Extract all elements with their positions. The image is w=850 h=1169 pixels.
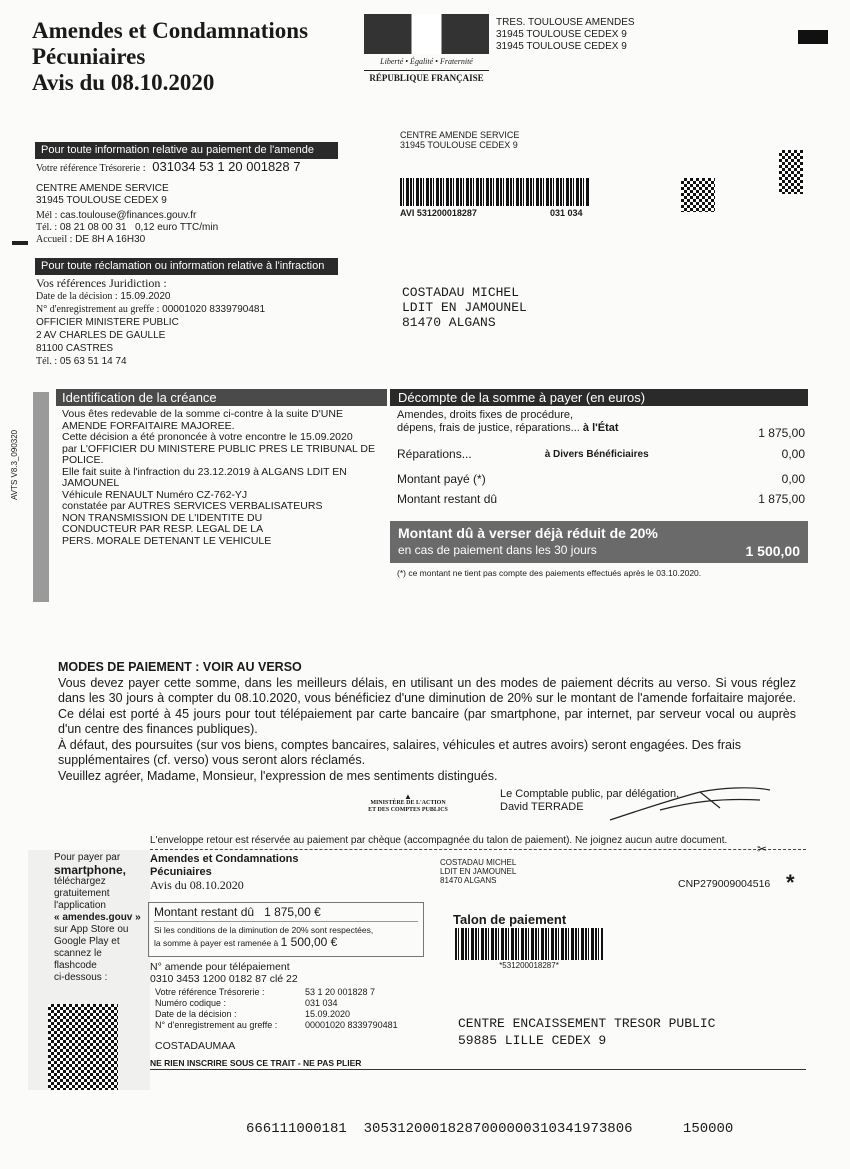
ocr-line: 666111000181 30531200018287000000310341973806 150000 <box>246 1121 734 1137</box>
creance-line: PERS. MORALE DETENANT LE VEHICULE <box>62 534 272 547</box>
logo-name: RÉPUBLIQUE FRANÇAISE <box>369 73 484 83</box>
recipient-address: COSTADAU MICHEL LDIT EN JAMOUNEL 81470 ALGANS <box>402 285 527 330</box>
creance-line: Elle fait suite à l'infraction du 23.12.2019 à ALGANS LDIT EN <box>62 465 347 478</box>
talon-title: Talon de paiement <box>453 912 567 927</box>
centre-amende-top: CENTRE AMENDE SERVICE 31945 TOULOUSE CEDEX 9 <box>400 130 520 150</box>
reclamation-bar: Pour toute réclamation ou information relative à l'infraction <box>35 258 338 275</box>
talon-details: Votre référence Trésorerie : 53 1 20 001828 7 Numéro codique : 031 034 Date de la décision : 15.09.2020 N° d'enregistrement au greffe : 00001020 8339790481 <box>155 987 398 1030</box>
creance-line: Cette décision a été prononcée à votre encontre le 15.09.2020 <box>62 431 353 443</box>
creance-line: CONDUCTEUR PAR RESP. LEGAL DE LA <box>62 523 264 535</box>
decompte-row-restant: Montant restant dû 1 875,00 <box>397 492 805 506</box>
telepaiement-number: N° amende pour télépaiement 0310 3453 1200 0182 87 clé 22 <box>150 961 298 985</box>
signature-scribble <box>600 780 780 830</box>
avis-date: Avis du 08.10.2020 <box>32 70 215 95</box>
modes-paiement-block: MODES DE PAIEMENT : VOIR AU VERSO Vous devez payer cette somme, dans les meilleurs délais, en utilisant un des modes de paiement décrits au verso. Si vous réglez dans les 30 jours à compter du 08.10.2020, vous bénéficiez d'une diminution de 20% sur le montant de l'amende forfaitaire majorée. Ce délai est porté à 45 jours pour tout télépaiement par carte bancaire (par smartphone, par internet, par serveur vocal ou auprès d'un centre des finances publiques). À défaut, des poursuites (sur vos biens, comptes bancaires, salaires, véhicules et autres avoirs) seront engagées. Des frais supplémentaires (cf. verso) vous seront alors réclamés. Veuillez agréer, Madame, Monsieur, l'expression de mes sentiments distingués. <box>58 660 796 783</box>
decompte-header: Décompte de la somme à payer (en euros) <box>390 389 808 406</box>
talon-name: COSTADAUMAA <box>155 1040 236 1052</box>
talon-recipient: COSTADAU MICHEL LDIT EN JAMOUNEL 81470 ALGANS <box>440 858 517 885</box>
decompte-row-paye: Montant payé (*) 0,00 <box>397 472 805 486</box>
juridiction-block: Vos références Juridiction : Date de la décision : 15.09.2020 N° d'enregistrement au greffe : 00001020 8339790481 OFFICIER MINISTERE PUBLIC 2 AV CHARLES DE GAULLE 81100 CASTRES Tél. : 05 63 51 14 74 <box>36 276 266 367</box>
creance-line: Véhicule RENAULT Numéro CZ-762-YJ <box>62 488 248 501</box>
avis-barcode <box>400 178 590 206</box>
destination-address: CENTRE ENCAISSEMENT TRESOR PUBLIC 59885 LILLE CEDEX 9 <box>458 1016 716 1048</box>
reduced-amount: 1 500,00 <box>745 543 800 559</box>
logo-motto: Liberté • Égalité • Fraternité <box>380 57 473 66</box>
signature-text: Le Comptable public, par délégation, David TERRADE <box>500 788 680 813</box>
creance-line: constatée par AUTRES SERVICES VERBALISATEURS <box>62 500 323 512</box>
creance-text <box>62 409 392 547</box>
talon-header: Amendes et Condamnations Pécuniaires Avis du 08.10.2020 <box>150 853 299 892</box>
asterisk-mark: * <box>786 870 795 895</box>
flashcode[interactable] <box>48 1004 118 1090</box>
side-strip <box>33 392 49 602</box>
talon-restant-value: 1 875,00 € <box>264 905 321 919</box>
barcode-caption: AVI 531200018287 031 034 <box>400 208 583 218</box>
creance-line: Vous êtes redevable de la somme ci-contre à la suite D'UNE <box>62 408 343 420</box>
datamatrix-code-2 <box>779 150 803 194</box>
tresorerie-reference: Votre référence Trésorerie : 031034 53 1 20 001828 7 <box>36 159 301 174</box>
decompte-row-etat: dépens, frais de justice, réparations... à l'État 1 875,00 <box>397 422 805 440</box>
smartphone-instructions: Pour payer par smartphone, téléchargez gratuitement l'application « amendes.gouv » sur App Store ou Google Play et scannez le flashcode ci-dessous : <box>54 852 141 983</box>
document-title <box>32 18 308 96</box>
talon-barcode-caption: *531200018287* <box>499 961 559 970</box>
centre-amende-block: CENTRE AMENDE SERVICE 31945 TOULOUSE CEDEX 9 Mél : cas.toulouse@finances.gouv.fr Tél. : 08 21 08 00 31 0,12 euro TTC/min Accueil : DE 8H A 16H30 <box>36 183 219 245</box>
ne-rien-inscrire: NE RIEN INSCRIRE SOUS CE TRAIT - NE PAS PLIER <box>150 1058 362 1068</box>
modes-title: MODES DE PAIEMENT : VOIR AU VERSO <box>58 660 302 674</box>
datamatrix-code <box>681 178 715 212</box>
republique-francaise-logo <box>364 14 489 86</box>
creance-line: JAMOUNEL <box>62 477 120 489</box>
creance-header: Identification de la créance <box>56 389 387 406</box>
creance-line: AMENDE FORFAITAIRE MAJOREE. <box>62 419 235 432</box>
tresorerie-address: TRES. TOULOUSE AMENDES 31945 TOULOUSE CEDEX 9 31945 TOULOUSE CEDEX 9 <box>496 17 635 52</box>
corner-mark <box>798 30 828 44</box>
cnp-number: CNP279009004516 <box>678 878 771 890</box>
ministry-emblem-icon: ▲ <box>404 792 412 801</box>
contact-email: cas.toulouse@finances.gouv.fr <box>60 210 197 221</box>
creance-line: NON TRANSMISSION DE L'IDENTITE DU <box>62 511 263 524</box>
creance-line: par L'OFFICIER DU MINISTERE PUBLIC PRES LE TRIBUNAL DE <box>62 442 375 455</box>
envelope-note: L'enveloppe retour est réservée au paiement par chèque (accompagnée du talon de paiement). Ne joignez aucun autre document. <box>150 835 728 846</box>
fold-mark <box>12 241 28 245</box>
title-line-1: Amendes et Condamnations <box>32 18 309 43</box>
payment-info-bar: Pour toute information relative au paiement de l'amende <box>35 142 338 159</box>
decompte-table: Amendes, droits fixes de procédure, dépens, frais de justice, réparations... à l'État 1 875,00 Réparations... à Divers Bénéficiaires 0,00 Montant payé (*) 0,00 Montant restant dû 1 875,00 <box>397 409 805 506</box>
decompte-row-reparations: Réparations... à Divers Bénéficiaires 0,00 <box>397 447 805 461</box>
marianne-icon <box>364 14 489 54</box>
talon-amount-box: Montant restant dû 1 875,00 € Si les conditions de la diminution de 20% sont respectées, la somme à payer est ramenée à 1 500,00 € <box>148 902 424 957</box>
title-line-2: Pécuniaires <box>32 44 146 69</box>
ministry-logo: ▲ MINISTÈRE DE L'ACTION ET DES COMPTES PUBLICS <box>358 793 458 814</box>
cut-line <box>150 849 806 850</box>
scissors-icon: ✂ <box>757 842 768 856</box>
creance-line: POLICE. <box>62 454 104 466</box>
reduced-amount-box: Montant dû à verser déjà réduit de 20% en cas de paiement dans les 30 jours 1 500,00 <box>390 521 808 563</box>
decompte-footnote: (*) ce montant ne tient pas compte des paiements effectués après le 03.10.2020. <box>397 568 702 578</box>
bottom-rule <box>150 1069 806 1070</box>
side-code: AVTS V8.3_090320 <box>10 429 19 500</box>
talon-barcode <box>455 928 603 960</box>
